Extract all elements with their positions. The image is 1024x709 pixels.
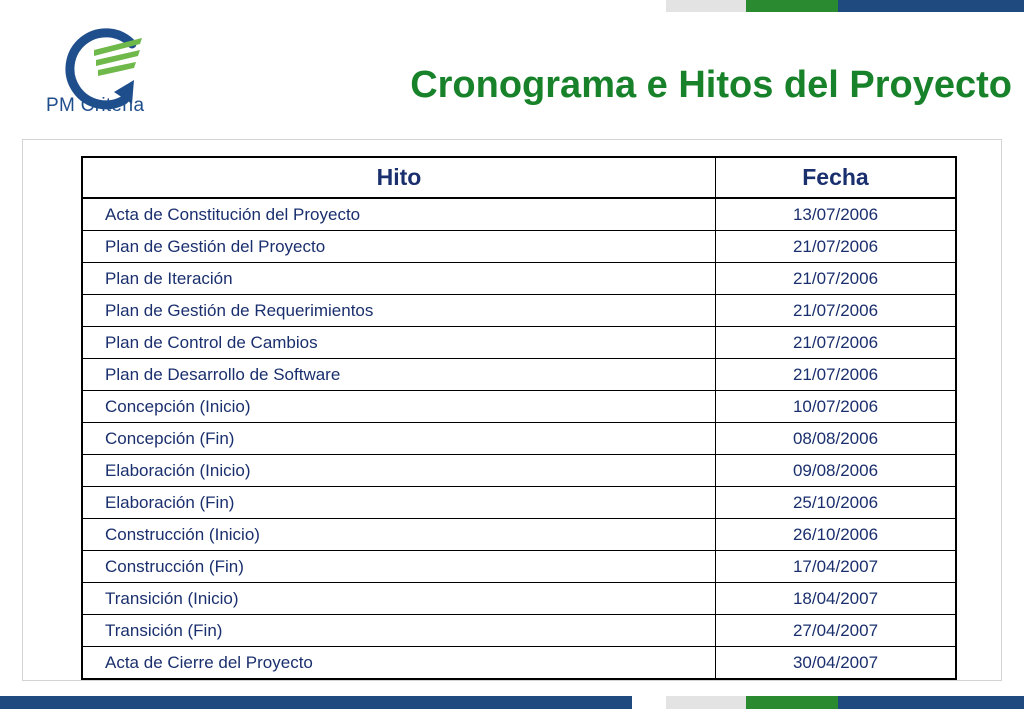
fecha-cell: 26/10/2006 (716, 519, 957, 551)
top-decorative-bars (666, 0, 1024, 12)
top-bar-blue (838, 0, 1024, 12)
hito-cell: Concepción (Inicio) (82, 391, 716, 423)
fecha-cell: 21/07/2006 (716, 327, 957, 359)
table-row (82, 647, 956, 680)
table-row (82, 615, 956, 647)
logo-text: PM Criteria (46, 95, 145, 116)
table-row (82, 263, 956, 295)
page-title: Cronograma e Hitos del Proyecto (410, 64, 1012, 106)
top-bar-green (746, 0, 838, 12)
hito-cell: Concepción (Fin) (82, 423, 716, 455)
header-fecha: Fecha (716, 157, 957, 198)
table-row (82, 327, 956, 359)
table-body (82, 198, 956, 679)
hito-cell: Acta de Constitución del Proyecto (82, 198, 716, 231)
table-row (82, 487, 956, 519)
fecha-cell: 25/10/2006 (716, 487, 957, 519)
table-row (82, 455, 956, 487)
bottom-bar-green (746, 696, 838, 709)
hito-cell: Plan de Gestión de Requerimientos (82, 295, 716, 327)
fecha-cell: 08/08/2006 (716, 423, 957, 455)
hito-cell: Transición (Inicio) (82, 583, 716, 615)
fecha-cell: 10/07/2006 (716, 391, 957, 423)
hito-cell: Elaboración (Fin) (82, 487, 716, 519)
fecha-cell: 30/04/2007 (716, 647, 957, 680)
table-row (82, 198, 956, 231)
fecha-cell: 27/04/2007 (716, 615, 957, 647)
bottom-bar-gray (666, 696, 746, 709)
hito-cell: Plan de Control de Cambios (82, 327, 716, 359)
fecha-cell: 21/07/2006 (716, 295, 957, 327)
hito-cell: Acta de Cierre del Proyecto (82, 647, 716, 680)
table-header-row (82, 157, 956, 198)
milestones-table (81, 156, 957, 680)
header-hito: Hito (82, 157, 716, 198)
table-row (82, 391, 956, 423)
table-row (82, 231, 956, 263)
table-row (82, 583, 956, 615)
fecha-cell: 21/07/2006 (716, 231, 957, 263)
table-row (82, 423, 956, 455)
hito-cell: Construcción (Fin) (82, 551, 716, 583)
hito-cell: Plan de Gestión del Proyecto (82, 231, 716, 263)
hito-cell: Plan de Desarrollo de Software (82, 359, 716, 391)
bottom-bar-blue-left (0, 696, 632, 709)
table-row (82, 359, 956, 391)
fecha-cell: 09/08/2006 (716, 455, 957, 487)
table-row (82, 519, 956, 551)
fecha-cell: 18/04/2007 (716, 583, 957, 615)
hito-cell: Construcción (Inicio) (82, 519, 716, 551)
top-bar-gray (666, 0, 746, 12)
fecha-cell: 21/07/2006 (716, 263, 957, 295)
fecha-cell: 21/07/2006 (716, 359, 957, 391)
hito-cell: Plan de Iteración (82, 263, 716, 295)
fecha-cell: 17/04/2007 (716, 551, 957, 583)
bottom-decorative-bars (0, 696, 1024, 709)
table-row (82, 295, 956, 327)
hito-cell: Elaboración (Inicio) (82, 455, 716, 487)
bottom-bar-blue-right (838, 696, 1024, 709)
table-row (82, 551, 956, 583)
hito-cell: Transición (Fin) (82, 615, 716, 647)
fecha-cell: 13/07/2006 (716, 198, 957, 231)
